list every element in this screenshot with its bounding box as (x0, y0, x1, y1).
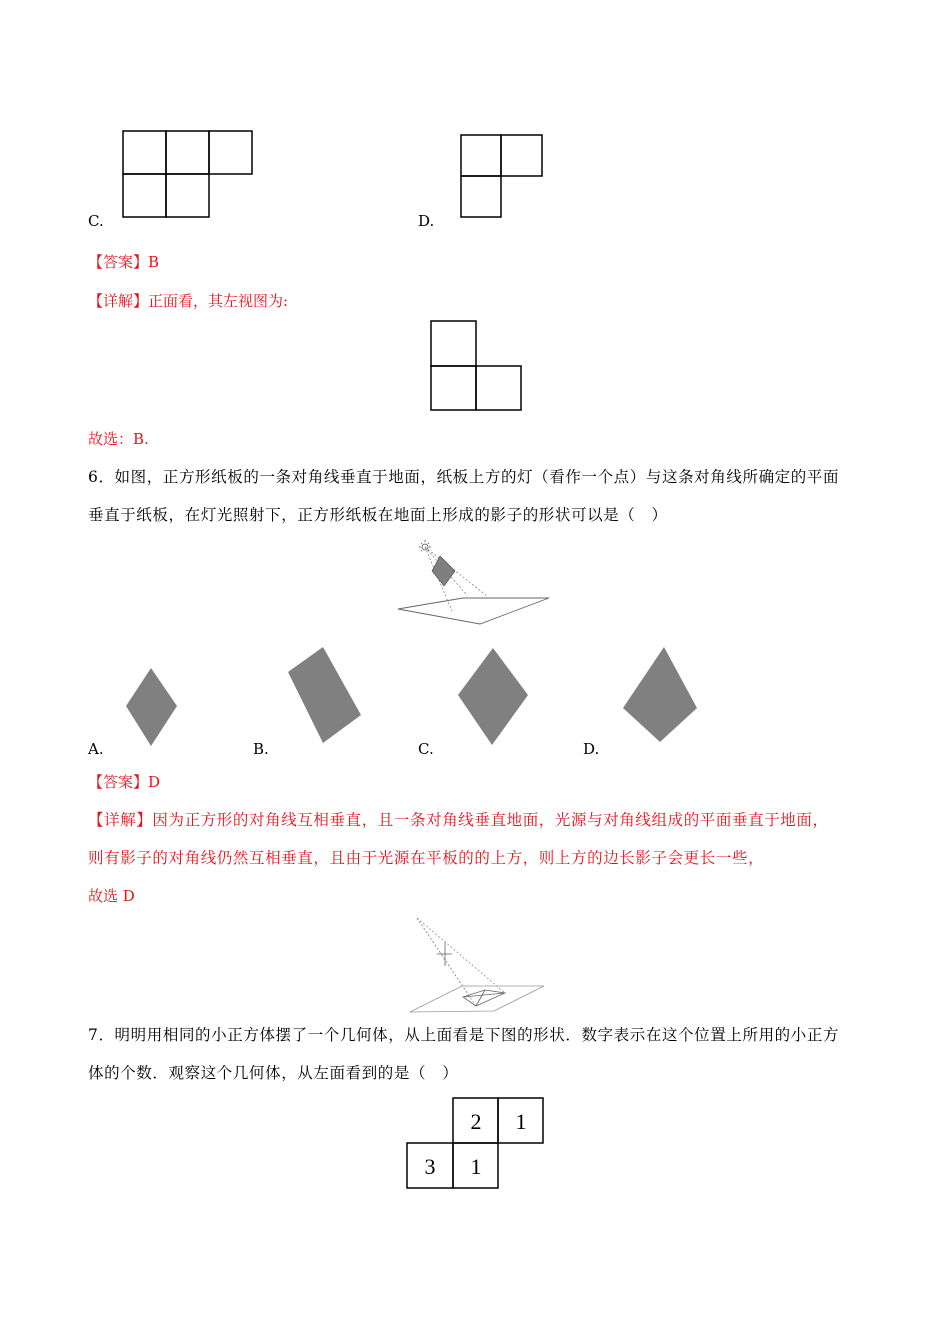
q7-stem-line1: 7．明明用相同的小正方体摆了一个几何体，从上面看是下图的形状．数字表示在这个位置上所用的小正方 (88, 1026, 840, 1044)
q6-option-c-label: C. (418, 740, 434, 758)
q6-stem-line1: 6．如图，正方形纸板的一条对角线垂直于地面，纸板上方的灯（看作一个点）与这条对角线所确定的平面 (88, 468, 840, 486)
q5-conclusion: 故选：B. (88, 430, 149, 448)
q6-answer: 【答案】D (88, 773, 161, 791)
q7-cell-top-right: 1 (515, 1109, 527, 1134)
q6-stem-line2: 垂直于纸板，在灯光照射下，正方形纸板在地面上形成的影子的形状可以是（ ） (88, 506, 668, 524)
q6-detail-line1: 【详解】因为正方形的对角线互相垂直，且一条对角线垂直地面，光源与对角线组成的平面垂直于地面， (88, 811, 829, 829)
q6-detail-line2: 则有影子的对角线仍然互相垂直，且由于光源在平板的的上方，则上方的边长影子会更长一些， (88, 849, 765, 867)
q7-cell-bottom-left: 3 (424, 1154, 436, 1179)
option-d-label: D. (418, 212, 435, 230)
option-c-label: C. (88, 212, 104, 230)
q6-option-b-label: B. (253, 740, 269, 758)
q5-detail: 【详解】正面看，其左视图为: (88, 292, 289, 310)
q6-option-d-label: D. (583, 740, 600, 758)
q7-cell-top-left: 2 (470, 1109, 482, 1134)
q7-cell-bottom-right: 1 (470, 1154, 482, 1179)
q6-conclusion: 故选 D (88, 887, 135, 905)
q7-stem-line2: 体的个数．观察这个几何体，从左面看到的是（ ） (88, 1064, 459, 1082)
q6-option-a-label: A. (88, 740, 104, 758)
q5-answer: 【答案】B (88, 253, 160, 271)
